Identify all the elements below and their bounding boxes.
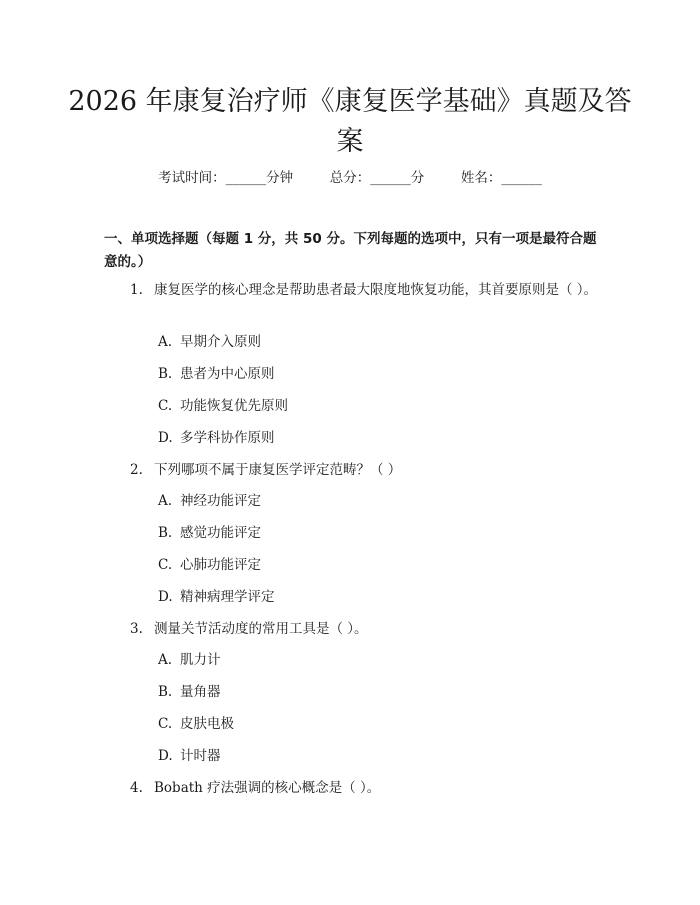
- question-2-option-b: [158, 523, 261, 543]
- question-1: [104, 279, 604, 301]
- option-letter: B.: [158, 684, 173, 700]
- page-title: 2026 年康复治疗师《康复医学基础》真题及答案: [68, 86, 632, 157]
- option-letter: C.: [158, 398, 173, 414]
- question-number: 2.: [130, 462, 143, 478]
- option-text: 神经功能评定: [180, 493, 261, 509]
- option-letter: D.: [158, 589, 173, 605]
- exam-time-unit: 分钟: [266, 170, 294, 186]
- question-1-option-a: [158, 332, 261, 352]
- question-stem: 康复医学的核心理念是帮助患者最大限度地恢复功能，其首要原则是（ ）。: [154, 282, 598, 298]
- exam-time-blank: ______: [225, 170, 267, 186]
- total-score-unit: 分: [410, 170, 425, 186]
- option-text: 精神病理学评定: [180, 589, 275, 605]
- option-text: 早期介入原则: [180, 334, 261, 350]
- option-text: 计时器: [180, 748, 221, 764]
- question-2-option-d: [158, 587, 275, 607]
- question-2-option-a: [158, 491, 261, 511]
- total-score-label: 总分：: [329, 170, 371, 186]
- option-letter: A.: [158, 493, 173, 509]
- question-3-option-b: [158, 682, 221, 702]
- option-letter: C.: [158, 716, 173, 732]
- exam-time-field: [158, 168, 293, 188]
- question-3-option-d: [158, 746, 221, 766]
- option-letter: A.: [158, 334, 173, 350]
- question-stem: 测量关节活动度的常用工具是（ ）。: [154, 621, 368, 637]
- option-text: 量角器: [180, 684, 221, 700]
- option-text: 患者为中心原则: [180, 366, 275, 382]
- question-1-option-c: [158, 396, 288, 416]
- option-text: 功能恢复优先原则: [180, 398, 288, 414]
- question-number: 4.: [130, 780, 143, 796]
- total-score-blank: ______: [370, 170, 411, 186]
- option-letter: D.: [158, 748, 173, 764]
- question-3-option-a: [158, 650, 221, 670]
- option-text: 心肺功能评定: [180, 557, 261, 573]
- option-text: 感觉功能评定: [180, 525, 261, 541]
- option-text: 多学科协作原则: [180, 430, 275, 446]
- question-4: [104, 777, 604, 799]
- name-label: 姓名：: [460, 170, 502, 186]
- option-letter: B.: [158, 525, 173, 541]
- question-3-option-c: [158, 714, 234, 734]
- option-letter: A.: [158, 652, 173, 668]
- question-stem: Bobath 疗法强调的核心概念是（ ）。: [154, 780, 381, 796]
- name-blank: ______: [501, 170, 542, 186]
- option-letter: C.: [158, 557, 173, 573]
- question-2: [104, 459, 604, 481]
- name-field: [461, 168, 542, 188]
- question-2-option-c: [158, 555, 261, 575]
- option-letter: D.: [158, 430, 173, 446]
- total-score-field: [330, 168, 425, 188]
- question-1-option-b: [158, 364, 275, 384]
- option-text: 肌力计: [180, 652, 221, 668]
- question-number: 3.: [130, 621, 143, 637]
- exam-time-label: 考试时间：: [158, 170, 226, 186]
- question-stem: 下列哪项不属于康复医学评定范畴？（ ）: [154, 462, 402, 478]
- question-number: 1.: [130, 282, 143, 298]
- option-letter: B.: [158, 366, 173, 382]
- question-1-option-d: [158, 428, 275, 448]
- option-text: 皮肤电极: [180, 716, 234, 732]
- exam-info-line: [0, 168, 700, 188]
- section-heading: 一、单项选择题（每题 1 分，共 50 分。下列每题的选项中，只有一项是最符合题意的。）: [104, 231, 597, 270]
- question-3: [104, 618, 604, 640]
